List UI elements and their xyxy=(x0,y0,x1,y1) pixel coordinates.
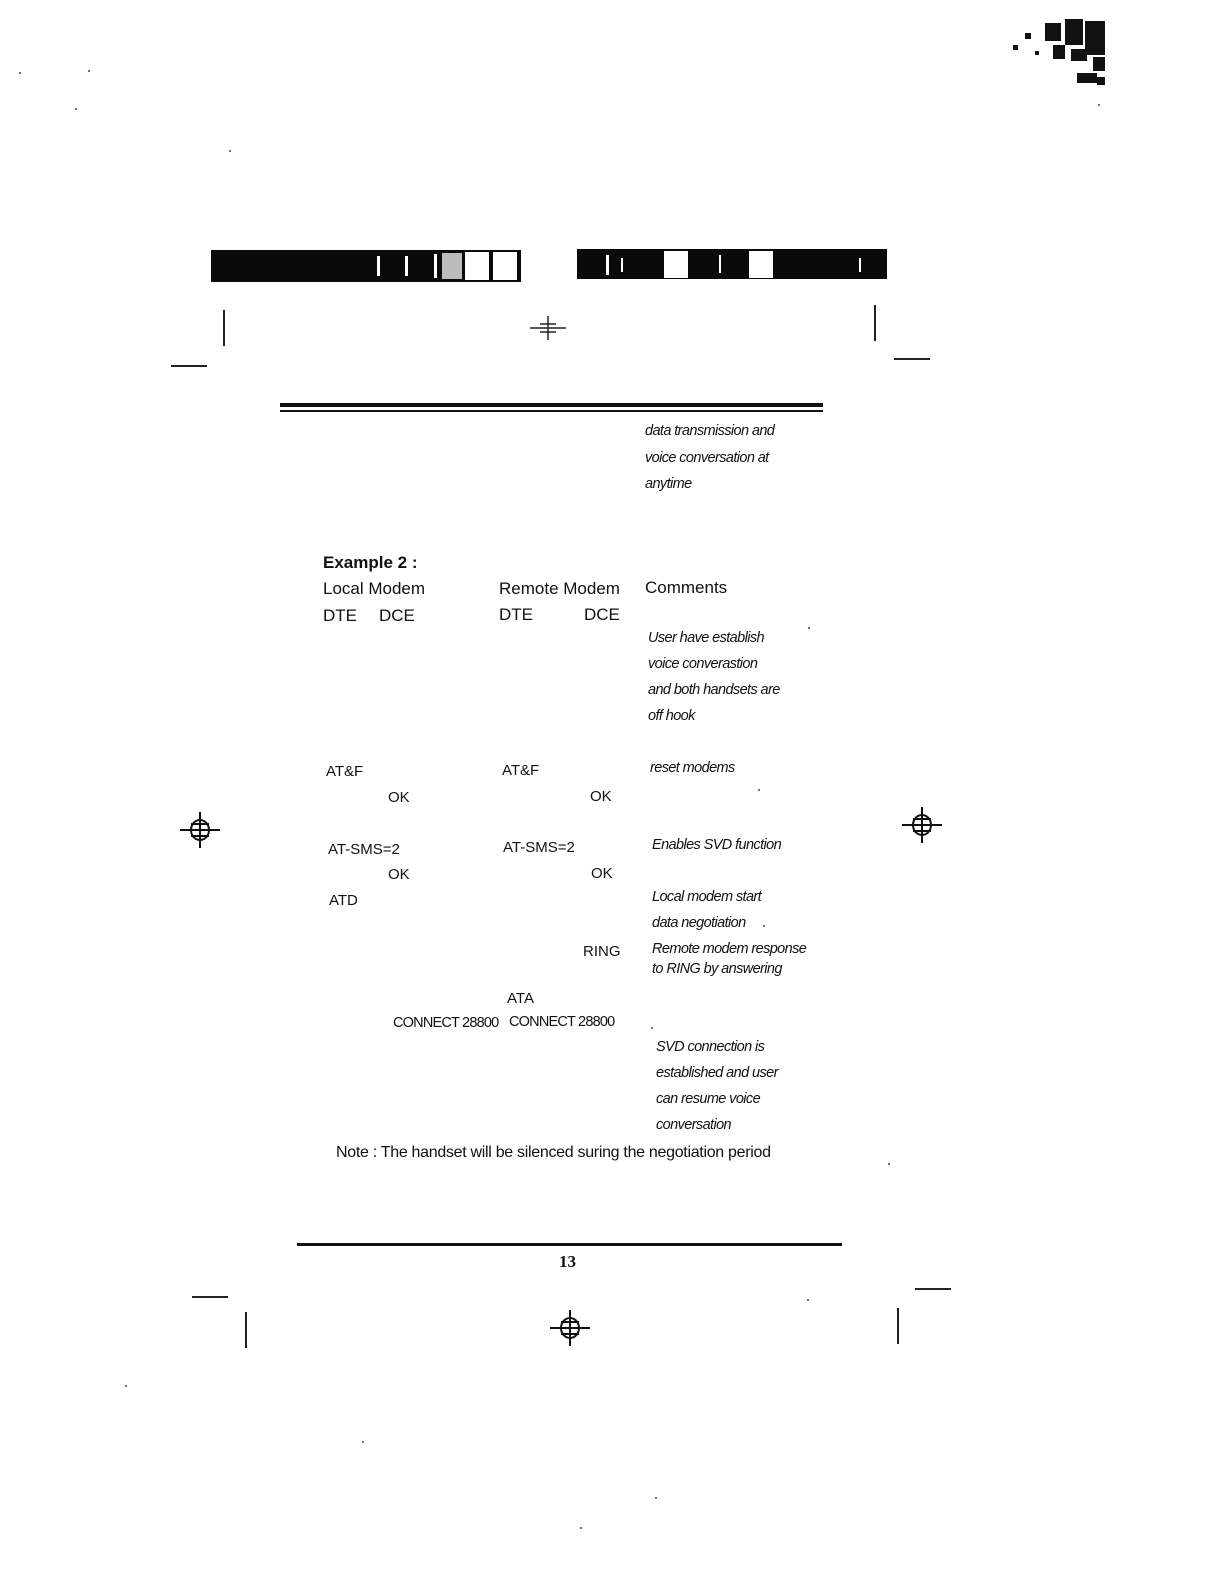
header-remote-modem: Remote Modem xyxy=(499,579,620,598)
remote-ring: RING xyxy=(583,943,621,960)
example-title: Example 2 : xyxy=(323,553,418,572)
local-connect: CONNECT 28800 xyxy=(393,1015,499,1031)
local-dce-label: DCE xyxy=(379,606,415,625)
reset-comment: reset modems xyxy=(650,760,735,776)
scan-smudge xyxy=(985,15,1120,95)
local-dte-label: DTE xyxy=(323,606,357,625)
remote-response-ok-1: OK xyxy=(590,788,612,805)
atd-comment-line-2: data negotiation xyxy=(652,915,746,931)
ring-comment-line-1: Remote modem response xyxy=(652,941,807,957)
local-cmd-atd: ATD xyxy=(329,892,358,909)
note-text: Note : The handset will be silenced suring the negotiation period xyxy=(336,1144,771,1161)
remote-response-ok-2: OK xyxy=(591,865,613,882)
registration-target-icon xyxy=(550,1308,590,1348)
remote-cmd-ata: ATA xyxy=(507,990,534,1007)
remote-dte-label: DTE xyxy=(499,605,533,624)
local-cmd-atf: AT&F xyxy=(326,763,364,780)
ring-comment-line-2: to RING by answering xyxy=(652,961,782,977)
remote-cmd-atf: AT&F xyxy=(502,762,540,779)
local-cmd-sms: AT-SMS=2 xyxy=(328,841,400,858)
registration-target-icon xyxy=(180,810,220,850)
header-comments: Comments xyxy=(645,578,728,597)
remote-connect: CONNECT 28800 xyxy=(509,1014,615,1030)
registration-target-icon xyxy=(902,805,942,845)
local-response-ok-2: OK xyxy=(388,866,410,883)
registration-target-icon xyxy=(528,308,568,344)
remote-dce-label: DCE xyxy=(584,605,620,624)
sms-comment: Enables SVD function xyxy=(652,837,782,853)
remote-cmd-sms: AT-SMS=2 xyxy=(503,839,575,856)
local-response-ok-1: OK xyxy=(388,789,410,806)
page-number: 13 xyxy=(559,1252,576,1271)
atd-comment-line-1: Local modem start xyxy=(652,889,762,905)
header-local-modem: Local Modem xyxy=(323,579,426,598)
footer-rule xyxy=(297,1243,842,1246)
